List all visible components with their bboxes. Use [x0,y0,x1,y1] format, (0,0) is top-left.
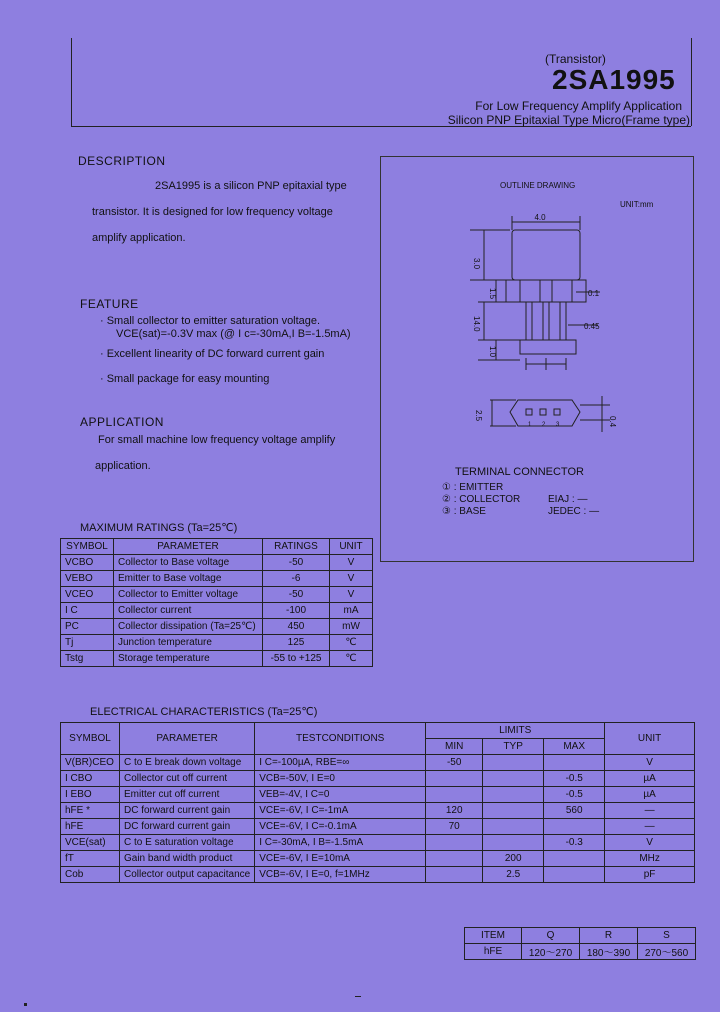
cell: VCE=-6V, I E=10mA [255,851,426,867]
cell: 200 [483,851,544,867]
dim-width-label: 4.0 [534,213,546,222]
max-ratings-table [60,538,373,667]
package-outline-diagram [380,200,692,450]
pin-label: 3 [556,422,560,428]
cell [544,755,605,771]
table-row [61,803,695,819]
dim-label: 0.1 [588,289,600,298]
dim-label: 14.0 [472,316,481,332]
cell: Collector cut off current [120,771,255,787]
table-header: SYMBOL [61,723,120,755]
cell: VCEO [61,587,114,603]
cell: µA [605,771,695,787]
application-line: For small machine low frequency voltage amplify [98,434,336,446]
cell: Cob [61,867,120,883]
cell: VCE(sat) [61,835,120,851]
cell: Gain band width product [120,851,255,867]
cell: VEBO [61,571,114,587]
cell: -50 [263,555,330,571]
cell: -100 [263,603,330,619]
outline-title: OUTLINE DRAWING [500,181,576,190]
scan-mark [24,1003,27,1006]
cell: DC forward current gain [120,819,255,835]
cell [483,787,544,803]
cell [483,755,544,771]
category-label: (Transistor) [545,52,606,66]
cell: VCBO [61,555,114,571]
table-row [61,651,373,667]
cell: Tstg [61,651,114,667]
cell: mA [330,603,373,619]
cell [483,803,544,819]
cell [544,851,605,867]
table-header: ITEM [465,928,522,944]
cell: VCB=-6V, I E=0, f=1MHz [255,867,426,883]
table-header-row [61,723,695,739]
cell: Junction temperature [114,635,263,651]
description-line: 2SA1995 is a silicon PNP epitaxial type [155,180,347,192]
cell: Collector dissipation (Ta=25℃) [114,619,263,635]
feature-item: · Excellent linearity of DC forward current gain [100,348,325,360]
cell: — [605,803,695,819]
header-frame-right [691,38,692,126]
cell: Collector output capacitance [120,867,255,883]
cell: 180～390 [580,944,638,960]
table-header: LIMITS [426,723,605,739]
table-row [61,571,373,587]
cell: 450 [263,619,330,635]
dim-label: 0.4 [608,416,617,428]
cell: mW [330,619,373,635]
cell [544,867,605,883]
header-frame-left [71,38,72,126]
feature-heading: FEATURE [80,297,139,311]
table-header-row [465,928,696,944]
cell: 125 [263,635,330,651]
cell: VCB=-50V, I E=0 [255,771,426,787]
cell: hFE [465,944,522,960]
cell: Emitter to Base voltage [114,571,263,587]
subtitle-type: Silicon PNP Epitaxial Type Micro(Frame type) [447,113,690,127]
cell: -0.3 [544,835,605,851]
table-row [61,787,695,803]
table-header: RATINGS [263,539,330,555]
table-row [61,835,695,851]
cell: -50 [426,755,483,771]
cell: MHz [605,851,695,867]
cell: -50 [263,587,330,603]
table-header: UNIT [330,539,373,555]
cell: Emitter cut off current [120,787,255,803]
cell: 560 [544,803,605,819]
table-header: MIN [426,739,483,755]
cell: C to E break down voltage [120,755,255,771]
table-row [61,619,373,635]
electrical-table [60,722,695,883]
description-line: amplify application. [92,232,186,244]
application-heading: APPLICATION [80,415,164,429]
cell: I CBO [61,771,120,787]
table-row [61,587,373,603]
cell [426,851,483,867]
cell: 120 [426,803,483,819]
table-row [61,555,373,571]
table-row [61,851,695,867]
subtitle-application: For Low Frequency Amplify Application [475,99,682,113]
table-header: SYMBOL [61,539,114,555]
table-header: TYP [483,739,544,755]
cell: — [605,819,695,835]
cell: DC forward current gain [120,803,255,819]
cell: I C=-100µA, RBE=∞ [255,755,426,771]
cell: pF [605,867,695,883]
cell: -0.5 [544,771,605,787]
cell [426,771,483,787]
table-row [61,819,695,835]
electrical-title: ELECTRICAL CHARACTERISTICS (Ta=25℃) [90,706,318,718]
cell: ℃ [330,651,373,667]
table-row [61,603,373,619]
cell: V [605,835,695,851]
dim-label: 3.0 [472,258,481,270]
table-header: PARAMETER [120,723,255,755]
cell: Collector to Base voltage [114,555,263,571]
scan-mark [355,996,361,997]
table-row [61,771,695,787]
feature-item-detail: VCE(sat)=-0.3V max (@ I c=-30mA,I B=-1.5mA) [116,328,351,340]
table-header: MAX [544,739,605,755]
pin-label: 2 [542,422,546,428]
cell: ℃ [330,635,373,651]
cell: VCE=-6V, I C=-0.1mA [255,819,426,835]
table-row [61,755,695,771]
cell: 70 [426,819,483,835]
max-ratings-title: MAXIMUM RATINGS (Ta=25℃) [80,522,238,534]
cell [483,819,544,835]
terminal-collector: ② : COLLECTOR [442,494,521,505]
terminal-base: ③ : BASE [442,506,486,517]
cell: V [330,587,373,603]
cell: hFE [61,819,120,835]
cell [426,867,483,883]
feature-item: · Small collector to emitter saturation voltage. [100,315,321,327]
table-row [61,867,695,883]
hfe-rank-table [464,927,696,960]
cell: V(BR)CEO [61,755,120,771]
cell: -55 to +125 [263,651,330,667]
cell: V [330,555,373,571]
cell: I EBO [61,787,120,803]
outline-unit: UNIT:mm [620,200,654,209]
description-line: transistor. It is designed for low frequency voltage [92,206,333,218]
eiaj-label: EIAJ : — [548,494,588,505]
cell: Storage temperature [114,651,263,667]
cell: Tj [61,635,114,651]
cell: 120～270 [522,944,580,960]
cell [544,819,605,835]
cell: 2.5 [483,867,544,883]
dim-label: 0.45 [584,322,600,331]
table-header-row [61,539,373,555]
cell: C to E saturation voltage [120,835,255,851]
dim-label: 2.5 [474,410,483,422]
dim-label: 1.0 [488,346,497,358]
table-header: PARAMETER [114,539,263,555]
cell [426,787,483,803]
cell: µA [605,787,695,803]
cell: -0.5 [544,787,605,803]
cell: Collector current [114,603,263,619]
table-row [61,635,373,651]
cell: fT [61,851,120,867]
table-header: UNIT [605,723,695,755]
table-header: Q [522,928,580,944]
table-header: S [638,928,696,944]
jedec-label: JEDEC : — [548,506,600,517]
cell: I C [61,603,114,619]
terminal-emitter: ① : EMITTER [442,482,504,493]
cell: VEB=-4V, I C=0 [255,787,426,803]
cell: V [330,571,373,587]
cell: V [605,755,695,771]
table-row [465,944,696,960]
feature-item: · Small package for easy mounting [100,373,270,385]
dim-label: 1.5 [488,288,497,300]
cell: PC [61,619,114,635]
cell: 270～560 [638,944,696,960]
cell: Collector to Emitter voltage [114,587,263,603]
cell [426,835,483,851]
cell [483,835,544,851]
application-line: application. [95,460,151,472]
table-header: TESTCONDITIONS [255,723,426,755]
cell: VCE=-6V, I C=-1mA [255,803,426,819]
cell [483,771,544,787]
table-header: R [580,928,638,944]
part-number: 2SA1995 [552,64,676,95]
terminal-connector-title: TERMINAL CONNECTOR [455,466,584,478]
cell: hFE * [61,803,120,819]
description-heading: DESCRIPTION [78,154,166,168]
cell: -6 [263,571,330,587]
pin-label: 1 [528,422,532,428]
cell: I C=-30mA, I B=-1.5mA [255,835,426,851]
